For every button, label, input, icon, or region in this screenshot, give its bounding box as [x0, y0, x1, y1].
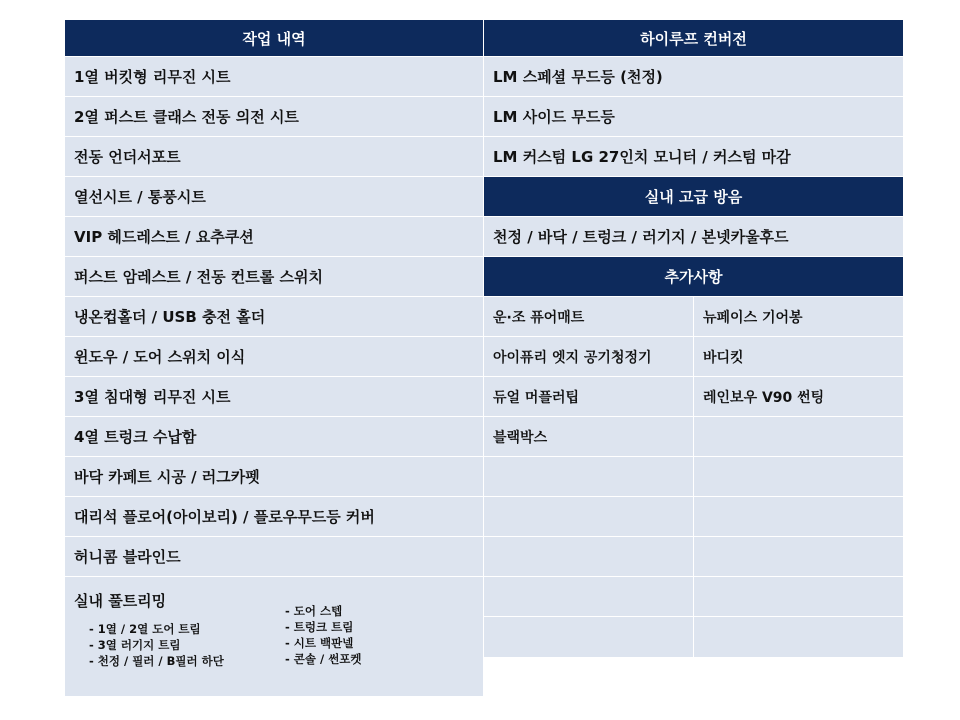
extras-cell: [694, 537, 903, 577]
trim-list-left: [89, 621, 224, 669]
work-item: 허니콤 블라인드: [65, 537, 483, 577]
highroof-item: LM 사이드 무드등: [484, 97, 903, 137]
work-item: 냉온컵홀더 / USB 충전 홀더: [65, 297, 483, 337]
options-column: [484, 20, 903, 657]
extras-row: [484, 537, 903, 577]
extras-cell: [484, 457, 694, 497]
work-item: 1열 버킷형 리무진 시트: [65, 57, 483, 97]
extras-cell: 블랙박스: [484, 417, 694, 457]
extras-row: [484, 497, 903, 537]
extras-cell: [484, 577, 694, 617]
work-item: 4열 트렁크 수납함: [65, 417, 483, 457]
extras-cell: [484, 537, 694, 577]
trim-item: - 도어 스텝: [285, 604, 343, 618]
full-trimming-title: 실내 풀트리밍: [74, 592, 167, 610]
work-item: VIP 헤드레스트 / 요추쿠션: [65, 217, 483, 257]
work-item: 바닥 카페트 시공 / 러그카펫: [65, 457, 483, 497]
trim-item: - 콘솔 / 썬포켓: [285, 652, 362, 666]
full-trimming-cell: [65, 577, 483, 696]
trim-item: - 트렁크 트림: [285, 620, 354, 634]
highroof-header: 하이루프 컨버전: [484, 20, 903, 57]
work-item: 3열 침대형 리무진 시트: [65, 377, 483, 417]
trim-list-right: [285, 603, 362, 667]
extras-row: [484, 297, 903, 337]
trim-item: - 시트 백판넬: [285, 636, 354, 650]
soundproof-header: 실내 고급 방음: [484, 177, 903, 217]
extras-row: [484, 337, 903, 377]
trim-item: - 3열 러기지 트림: [89, 638, 181, 652]
extras-header: 추가사항: [484, 257, 903, 297]
work-list-header: 작업 내역: [65, 20, 483, 57]
extras-cell: 바디킷: [694, 337, 903, 377]
work-item: 전동 언더서포트: [65, 137, 483, 177]
extras-row: [484, 617, 903, 657]
soundproof-item: 천정 / 바닥 / 트렁크 / 러기지 / 본넷카울후드: [484, 217, 903, 257]
extras-cell: [694, 417, 903, 457]
extras-cell: 운·조 퓨어매트: [484, 297, 694, 337]
work-item: 열선시트 / 통풍시트: [65, 177, 483, 217]
extras-cell: 아이퓨리 엣지 공기청정기: [484, 337, 694, 377]
highroof-item: LM 스페셜 무드등 (천정): [484, 57, 903, 97]
extras-row: [484, 577, 903, 617]
extras-cell: 레인보우 V90 썬팅: [694, 377, 903, 417]
extras-cell: 듀얼 머플러팁: [484, 377, 694, 417]
extras-row: [484, 457, 903, 497]
extras-cell: [484, 617, 694, 657]
work-item: 퍼스트 암레스트 / 전동 컨트롤 스위치: [65, 257, 483, 297]
work-item: 2열 퍼스트 클래스 전동 의전 시트: [65, 97, 483, 137]
extras-cell: [694, 577, 903, 617]
highroof-item: LM 커스텀 LG 27인치 모니터 / 커스텀 마감: [484, 137, 903, 177]
work-table: [65, 20, 903, 693]
extras-cell: [694, 617, 903, 657]
extras-cell: [694, 497, 903, 537]
work-item: 윈도우 / 도어 스위치 이식: [65, 337, 483, 377]
extras-cell: 뉴페이스 기어봉: [694, 297, 903, 337]
trim-item: - 1열 / 2열 도어 트림: [89, 622, 201, 636]
extras-row: [484, 377, 903, 417]
extras-cell: [694, 457, 903, 497]
extras-cell: [484, 497, 694, 537]
work-list-column: [65, 20, 483, 696]
extras-row: [484, 417, 903, 457]
trim-item: - 천정 / 필러 / B필러 하단: [89, 654, 224, 668]
work-item: 대리석 플로어(아이보리) / 플로우무드등 커버: [65, 497, 483, 537]
